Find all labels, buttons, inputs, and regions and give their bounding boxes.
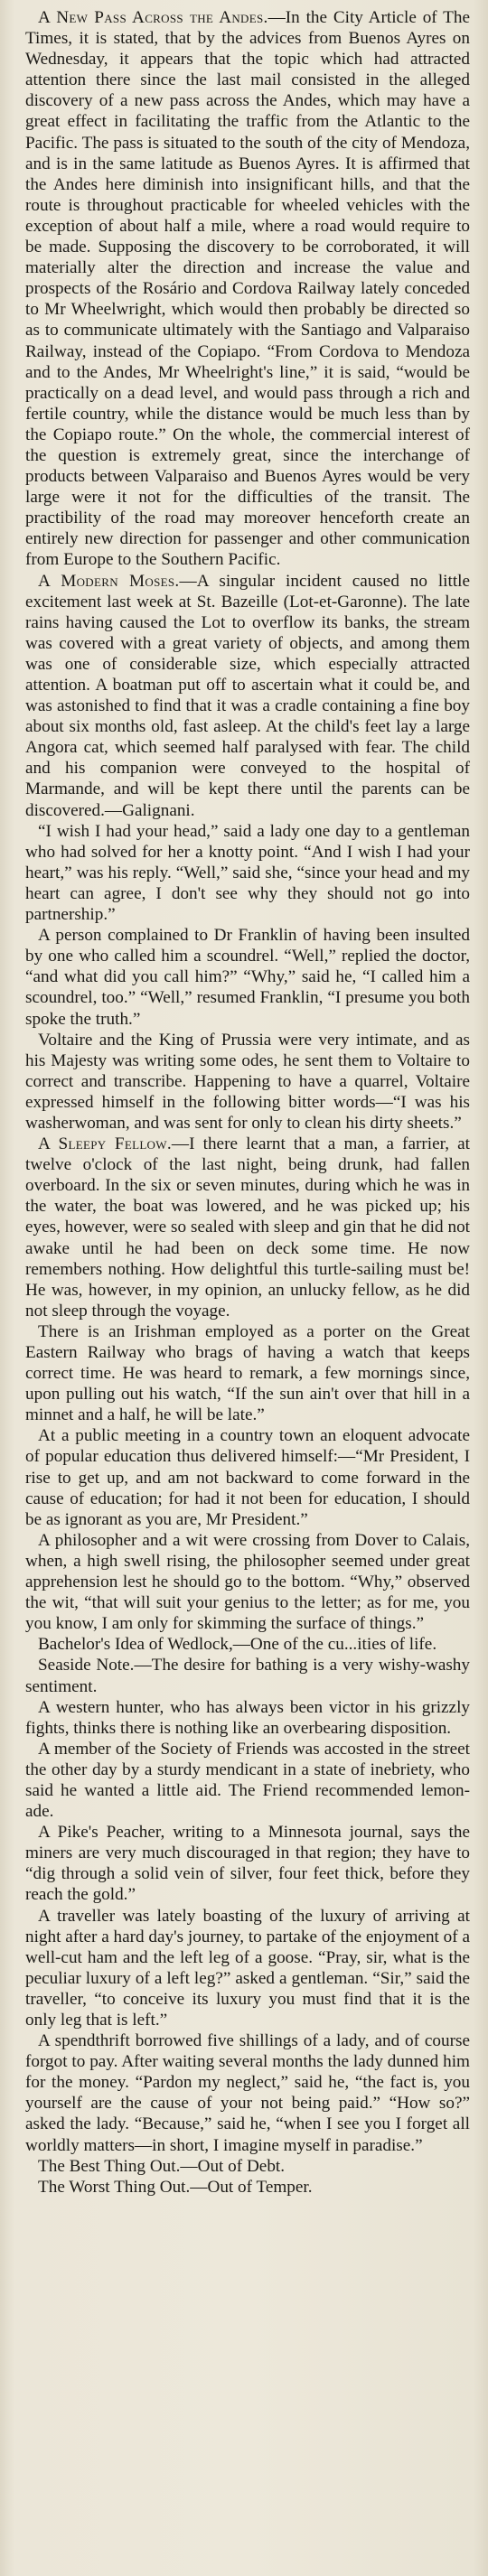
quip-seaside-note xyxy=(25,1655,470,1696)
article-modern-moses xyxy=(25,571,470,821)
article-heading: A Modern Moses. xyxy=(38,571,180,591)
anecdote-philosopher-wit xyxy=(25,1530,470,1634)
article-body: —I there learnt that a man, a farrier, at twelve o'clock of the last night, being drunk, had fallen overboard. In the six or seven minutes, during which he was in the water, the boat was lowered, and he was picked up; his eyes, however, were so sealed with sleep and gin that he did not awake until he had been on deck some time. He now remembers nothing. How delightful this turtle-sailing must be! He was, however, in my opinion, an unlucky fellow, as he did not sleep through the voyage. xyxy=(25,1134,470,1321)
anecdote-head-heart xyxy=(25,821,470,925)
quip-best-thing-out xyxy=(25,2156,470,2177)
quip-worst-thing-out xyxy=(25,2177,470,2198)
quip-western-hunter xyxy=(25,1697,470,1739)
anecdote-text: “I wish I had your head,” said a lady one day to a gentleman who had solved for her a knotty point. “And I wish I had your heart,” was his reply. “Well,” said she, “since your head and my heart can agree, I don't see why they should not go into partnership.” xyxy=(25,821,470,925)
anecdote-franklin xyxy=(25,925,470,1029)
article-body: —In the City Article of The Times, it is stated, that by the advices from Buenos Ayres on Wednesday, it appears that the topic which had attracted attention there since the last mail consisted in the alleged discovery of a new pass across the Andes, which may have a great effect in facilitating the traffic from the Atlantic to the Pacific. The pass is situated to the south of the city of Mendoza, and is in the same latitude as Buenos Ayres. It is affirmed that the Andes here diminish into insignificant hills, and that the route is throughout practicable for wheeled vehicles with the exception of about half a mile, where a road would require to be made. Supposing the discovery to be corroborated, it will materially alter the direction and increase the value and prospects of the Rosário and Cordova Railway lately conceded to Mr Wheelwright, which would then probably be directed so as to communicate ultimately with the Santiago and Valparaiso Railway, instead of the Copiapo. “From Cordova to Mendoza and to the Andes, Mr Wheelright's line,” it is said, “would be practically on a dead level, and would pass through a rich and fertile country, while the distance would be much less than by the Copiapo route.” On the whole, the commercial interest of the question is extremely great, since the interchange of products between Valparaiso and Buenos Ayres would be very large were it not for the difficulties of the transit. The practibility of the road may moreover henceforth create an entirely new direction for passenger and other communication from Europe to the Southern Pacific. xyxy=(25,8,470,570)
quip-text: A western hunter, who has always been victor in his grizzly fights, thinks there is nothing like an overbearing disposition. xyxy=(25,1697,470,1738)
quip-text: The Best Thing Out.—Out of Debt. xyxy=(38,2156,286,2176)
article-heading: A Sleepy Fellow. xyxy=(38,1134,172,1154)
anecdote-text: A traveller was lately boasting of the luxury of arriving at night after a hard day's journey, to partake of the enjoyment of a well-cut ham and the left leg of a goose. “Pray, sir, what is the peculiar luxury of a left leg?” asked a gentleman. “Sir,” said the traveller, “to conceive its luxury you must find that it is the only leg that is left.” xyxy=(25,1906,470,2030)
quip-text: Bachelor's Idea of Wedlock,—One of the cu...ities of life. xyxy=(38,1635,437,1655)
anecdote-pikes-peacher xyxy=(25,1822,470,1905)
quip-text: The Worst Thing Out.—Out of Temper. xyxy=(38,2177,313,2197)
article-new-pass-andes xyxy=(25,7,470,571)
anecdote-text: A Pike's Peacher, writing to a Minnesota journal, says the miners are very much discouraged in that region; they have to “dig through a solid vein of silver, four feet thick, before they reach the gold.” xyxy=(25,1823,470,1905)
quip-bachelor-wedlock xyxy=(25,1634,470,1655)
anecdote-friend-mendicant xyxy=(25,1739,470,1822)
anecdote-text: A member of the Society of Friends was accosted in the street the other day by a sturdy mendicant in a state of inebriety, who said he wanted a little aid. The Friend recommended lemon-ade. xyxy=(25,1739,470,1822)
anecdote-spendthrift xyxy=(25,2030,470,2156)
anecdote-irish-porter xyxy=(25,1321,470,1425)
article-body: —A singular incident caused no little excitement last week at St. Bazeille (Lot-et-Garonne). The late rains having caused the Lot to overflow its banks, the stream was covered with a great variety of objects, and among them was one of considerable size, which especially attracted attention. A boatman put off to ascertain what it could be, and was astonished to find that it was a cradle containing a fine boy about six months old, fast asleep. At the child's feet lay a large Angora cat, which seemed half paralysed with fear. The child and his companion were conveyed to the hospital of Marmande, and will be kept there until the parents can be discovered.—Galignani. xyxy=(25,571,471,820)
anecdote-text: A person complained to Dr Franklin of having been insulted by one who called him a scoundrel. “Well,” replied the doctor, “and what did you call him?” “Why,” said he, “I called him a scoundrel, too.” “Well,” resumed Franklin, “I presume you both spoke the truth.” xyxy=(25,926,470,1029)
anecdote-public-meeting xyxy=(25,1425,470,1529)
quip-text: Seaside Note.—The desire for bathing is a very wishy-washy sentiment. xyxy=(25,1656,470,1696)
article-sleepy-fellow xyxy=(25,1134,470,1321)
anecdote-text: A spendthrift borrowed five shillings of a lady, and of course forgot to pay. After waiting several months the lady dunned him for the money. “Pardon my neglect,” said he, “the fact is, you yourself are the cause of your not being paid.” “How so?” asked the lady. “Because,” said he, “when I see you I forget all worldly matters—in short, I imagine myself in paradise.” xyxy=(25,2031,470,2155)
article-heading: A New Pass Across the Andes. xyxy=(38,8,268,27)
anecdote-traveller-goose xyxy=(25,1906,470,2031)
anecdote-text: Voltaire and the King of Prussia were very intimate, and as his Majesty was writing some odes, he sent them to Voltaire to correct and transcribe. Happening to have a quarrel, Voltaire expressed himself in the following bitter words—“I was his washerwoman, and was sent for only to clean his dirty sheets.” xyxy=(25,1030,470,1133)
anecdote-text: At a public meeting in a country town an eloquent advocate of popular education thus delivered himself:—“Mr President, I rise to get up, and am not backward to come forward in the cause of education; for had it not been for education, I should be as ignorant as you are, Mr President.” xyxy=(25,1426,470,1529)
anecdote-text: There is an Irishman employed as a porter on the Great Eastern Railway who brags of having a watch that keeps correct time. He was heard to remark, a few mornings since, upon pulling out his watch, “If the sun ain't over that hill in a minnet and a half, he will be late.” xyxy=(25,1321,470,1425)
anecdote-voltaire xyxy=(25,1030,470,1134)
anecdote-text: A philosopher and a wit were crossing from Dover to Calais, when, a high swell rising, the philosopher seemed under great apprehension lest he should go to the bottom. “Why,” observed the wit, “that will suit your genius to the letter; as for me, you you know, I am only for skimming the surface of things.” xyxy=(25,1530,470,1634)
